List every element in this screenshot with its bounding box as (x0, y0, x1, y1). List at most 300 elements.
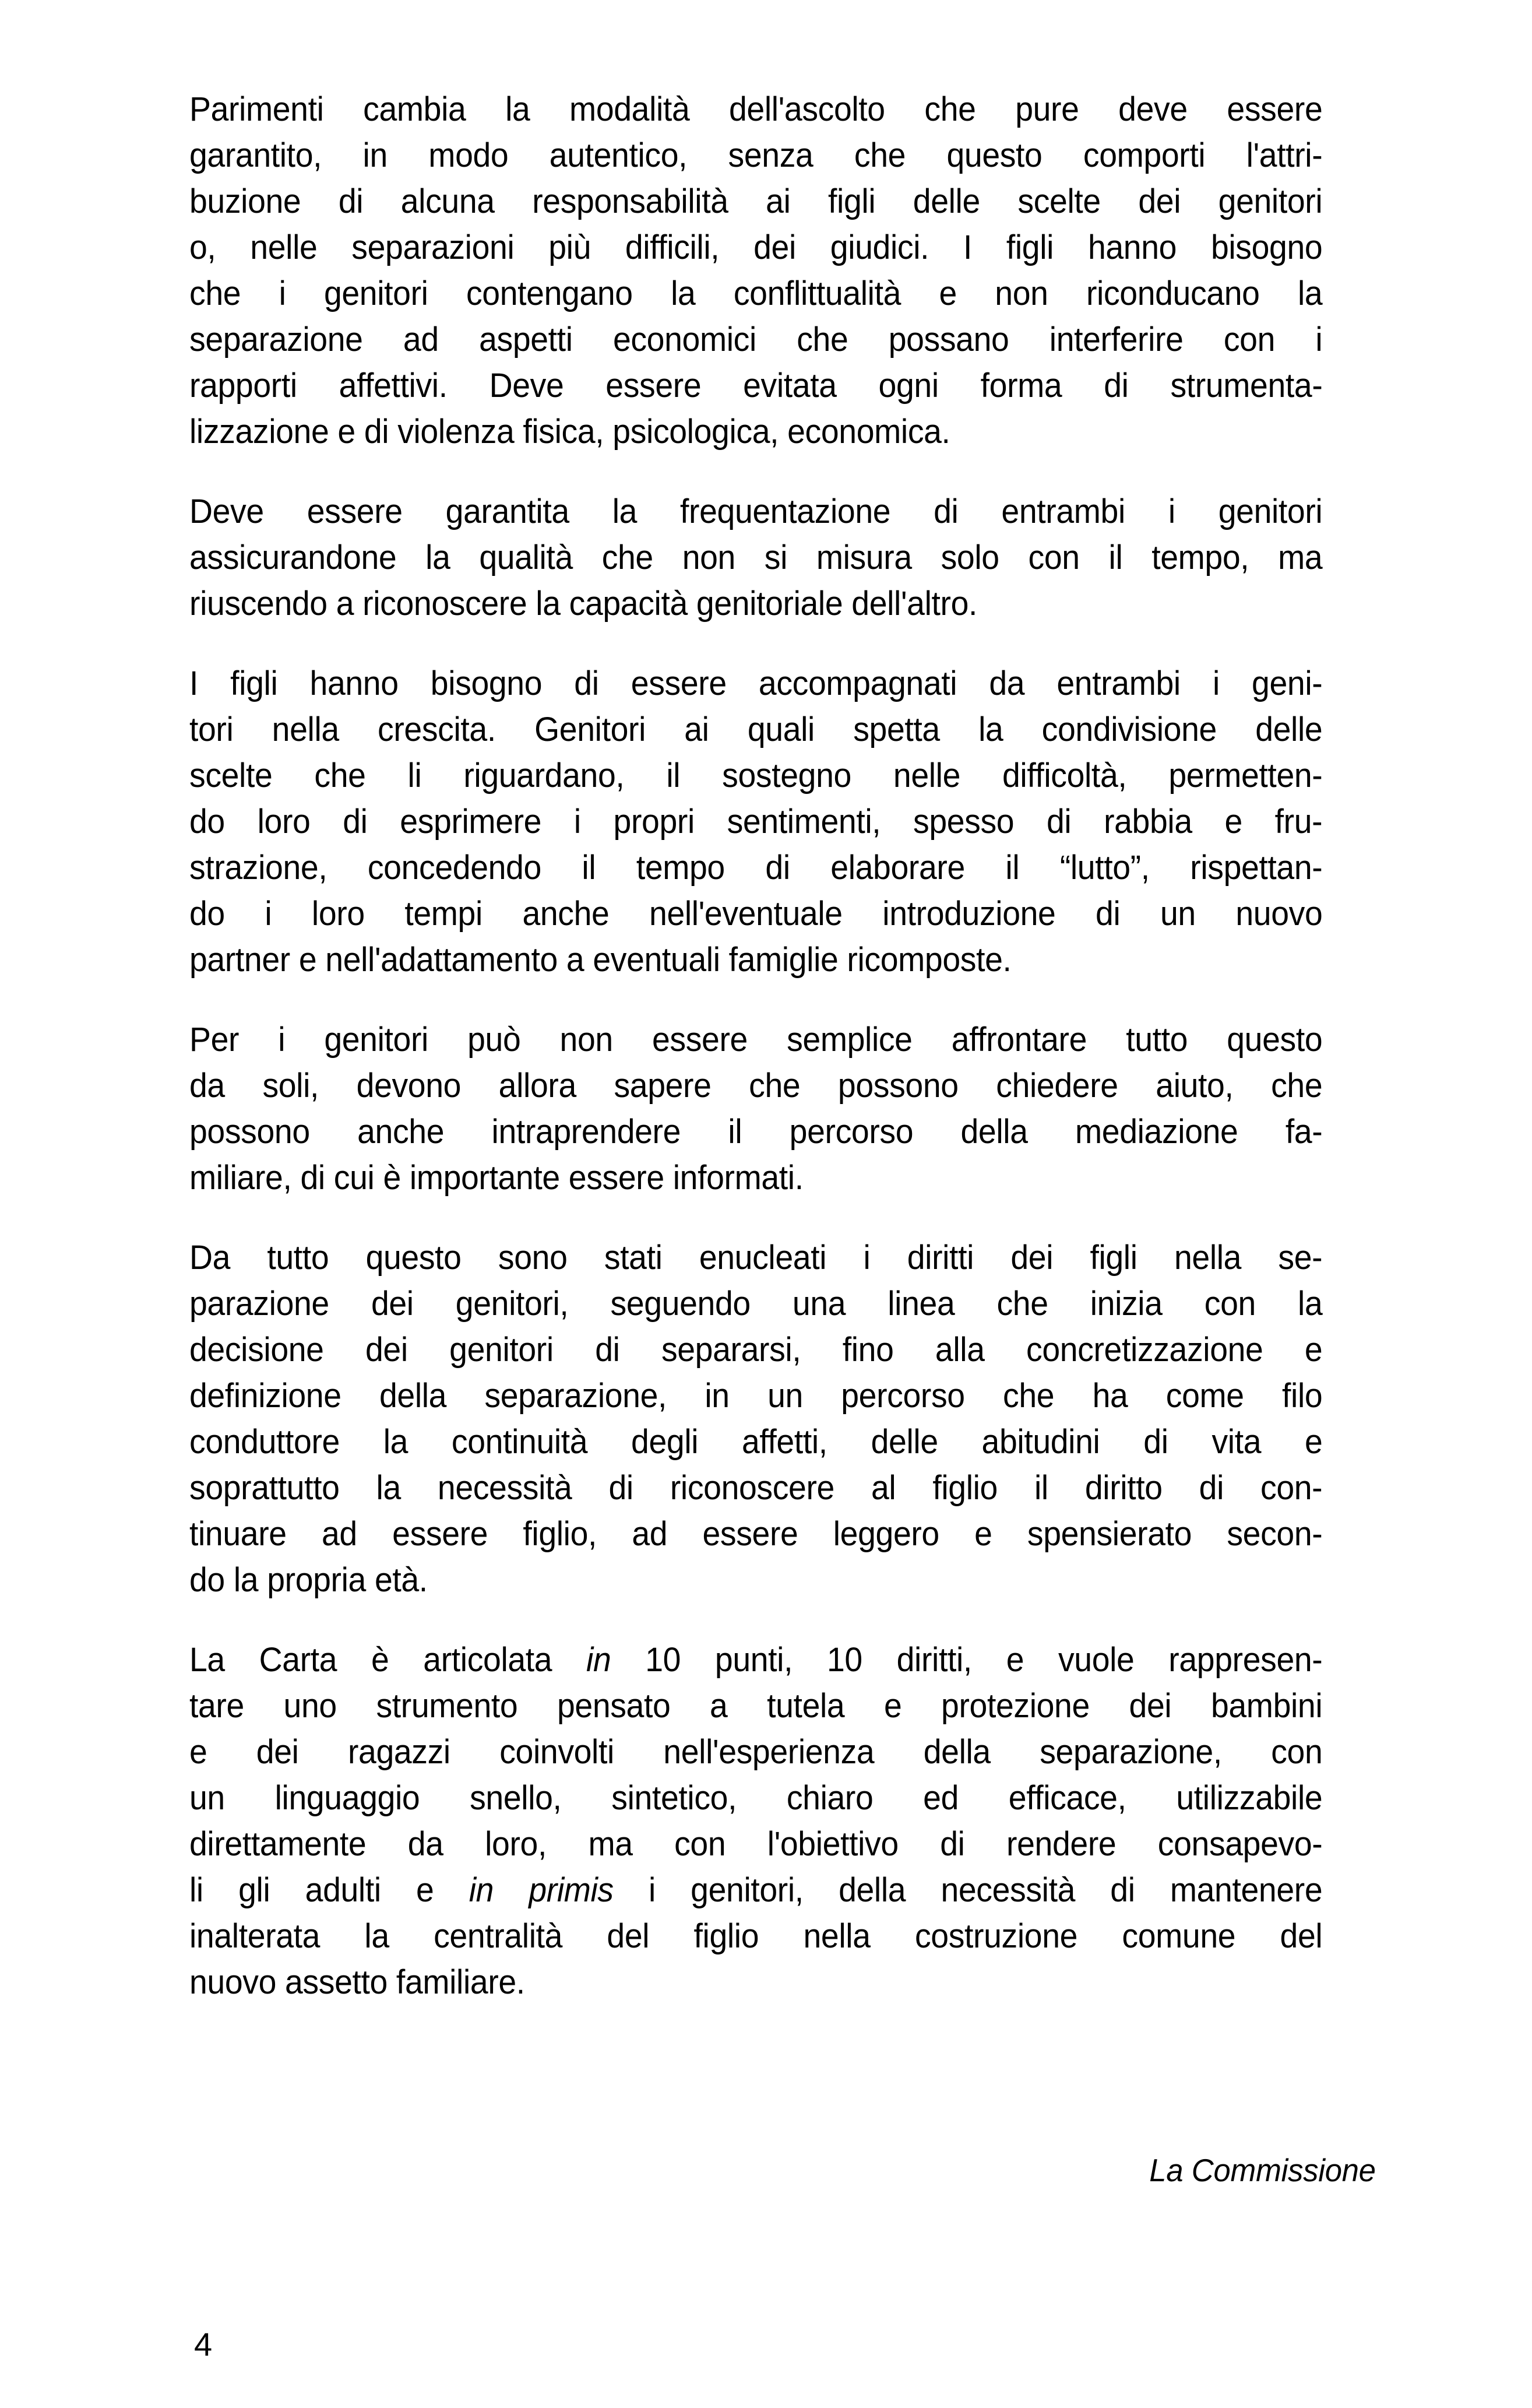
text-word: chiedere (996, 1067, 1118, 1105)
text-word: tempo, (1151, 539, 1249, 576)
text-word: spetta (853, 711, 940, 748)
text-word: ragazzi (347, 1733, 450, 1771)
text-line (189, 224, 1322, 270)
text-word: Deve (189, 493, 264, 530)
text-word: dei (371, 1285, 414, 1323)
text-word: un (189, 1779, 225, 1817)
text-line (189, 1913, 1322, 1959)
text-word: scelte (189, 757, 273, 795)
text-word: nell'esperienza (663, 1733, 875, 1771)
text-word: separazione, (484, 1377, 667, 1415)
text-word: articolata (423, 1641, 552, 1679)
text-word: e (974, 1515, 992, 1553)
text-word: senza (728, 136, 813, 174)
text-word: separazione (189, 321, 363, 358)
text-line (189, 706, 1322, 753)
text-word: snello, (470, 1779, 562, 1817)
text-word: la (505, 90, 530, 128)
text-word: figlio, (523, 1515, 597, 1553)
text-word: da (407, 1825, 443, 1863)
text-word: delle (871, 1423, 938, 1461)
text-word: quali (747, 711, 815, 748)
body-paragraph (189, 660, 1376, 983)
text-line: lizzazione e di violenza fisica, psicologica, economica. (189, 413, 950, 451)
text-word: al (871, 1469, 896, 1507)
text-line (189, 1017, 1322, 1063)
text-word: aiuto, (1156, 1067, 1234, 1105)
text-word: con- (1260, 1469, 1323, 1507)
text-word: di (595, 1331, 620, 1369)
page-number: 4 (194, 2326, 213, 2363)
text-word: alla (935, 1331, 985, 1369)
text-word: e (416, 1871, 434, 1909)
text-line (189, 1063, 1322, 1109)
text-word: gli (238, 1871, 270, 1909)
text-word: Da (189, 1239, 231, 1277)
text-word: diritti (907, 1239, 974, 1277)
text-word: ai (684, 711, 709, 748)
text-word: strazione, (189, 849, 327, 887)
text-word: che (749, 1067, 801, 1105)
text-word: e (1304, 1423, 1323, 1461)
text-word: nella (272, 711, 339, 748)
text-word: evitata (743, 367, 837, 405)
text-word: essere (307, 493, 403, 530)
text-word: se- (1278, 1239, 1323, 1277)
text-word: questo (365, 1239, 462, 1277)
text-word: adulti (305, 1871, 381, 1909)
text-word: più (548, 229, 591, 266)
text-word: che (1003, 1377, 1055, 1415)
text-word: con (1223, 321, 1276, 358)
text-line (189, 363, 1322, 409)
text-word: degli (631, 1423, 699, 1461)
text-word: da (989, 665, 1025, 702)
text-line (189, 1235, 1322, 1281)
text-word: vita (1211, 1423, 1262, 1461)
text-word: con (1028, 539, 1080, 576)
body-paragraph (189, 86, 1376, 455)
text-word: possono (189, 1113, 310, 1151)
text-word: si (764, 539, 788, 576)
text-word: hanno (309, 665, 399, 702)
text-word: nella (803, 1917, 871, 1955)
text-word: di (1096, 895, 1121, 933)
text-word: e (1006, 1641, 1024, 1679)
text-word: la (425, 539, 450, 576)
text-word: “lutto”, (1059, 849, 1150, 887)
text-word: genitori, (455, 1285, 569, 1323)
text-word: essere (605, 367, 702, 405)
text-line (189, 317, 1322, 363)
text-word: enucleati (699, 1239, 827, 1277)
text-line (189, 799, 1322, 845)
body-paragraph (189, 488, 1376, 627)
text-word: fa- (1285, 1113, 1323, 1151)
text-word: rappresen- (1168, 1641, 1323, 1679)
text-word: La (189, 1641, 225, 1679)
text-word: vuole (1058, 1641, 1135, 1679)
text-word (586, 1637, 611, 1683)
text-word: percorso (841, 1377, 965, 1415)
text-word: a (710, 1687, 728, 1725)
text-word: ogni (878, 367, 939, 405)
text-word: di (1110, 1871, 1135, 1909)
text-word: affettivi. (339, 367, 448, 405)
text-word: coinvolti (499, 1733, 614, 1771)
text-word: direttamente (189, 1825, 367, 1863)
text-word: o, (189, 229, 216, 266)
text-line (189, 1419, 1322, 1465)
text-word: crescita. (378, 711, 496, 748)
text-word: essere (651, 1021, 748, 1059)
text-word: forma (980, 367, 1062, 405)
text-word: tutto (267, 1239, 329, 1277)
text-line (189, 1729, 1322, 1775)
text-word: la (364, 1917, 389, 1955)
text-word: chiaro (786, 1779, 874, 1817)
text-line (189, 1637, 1322, 1683)
text-word: loro, (485, 1825, 547, 1863)
text-line (189, 1867, 1322, 1913)
text-word: essere (392, 1515, 488, 1553)
text-word: affetti, (741, 1423, 827, 1461)
text-word: solo (941, 539, 999, 576)
text-word: nelle (893, 757, 961, 795)
text-word: tinuare (189, 1515, 287, 1553)
text-line (189, 1373, 1322, 1419)
text-word: possono (837, 1067, 959, 1105)
text-line (189, 178, 1322, 224)
text-line (189, 488, 1322, 535)
text-word: che (924, 90, 976, 128)
text-word: tori (189, 711, 234, 748)
text-word: questo (946, 136, 1043, 174)
text-word: propri (613, 803, 695, 841)
body-paragraph (189, 1637, 1376, 2005)
text-word: il (1034, 1469, 1048, 1507)
text-line (189, 1327, 1322, 1373)
text-word: dei (753, 229, 796, 266)
text-line (189, 1821, 1322, 1867)
text-word: di (343, 803, 368, 841)
text-word: di (1199, 1469, 1224, 1507)
text-word: i (863, 1239, 871, 1277)
text-word: la (376, 1469, 401, 1507)
text-word: l'attri- (1246, 136, 1323, 174)
text-word: può (467, 1021, 521, 1059)
text-word: leggero (833, 1515, 939, 1553)
text-line (189, 1109, 1322, 1155)
text-word: cambia (363, 90, 466, 128)
text-word: loro (257, 803, 311, 841)
text-word: separarsi, (661, 1331, 801, 1369)
text-word: sono (498, 1239, 568, 1277)
text-word: genitori (323, 275, 428, 312)
text-word: introduzione (882, 895, 1056, 933)
text-word: comune (1122, 1917, 1236, 1955)
text-word: tempi (404, 895, 483, 933)
text-word: intraprendere (491, 1113, 681, 1151)
text-word: i (279, 275, 286, 312)
body-paragraph (189, 1235, 1376, 1603)
text-line (189, 1281, 1322, 1327)
text-word: difficoltà, (1002, 757, 1127, 795)
text-word: utilizzabile (1176, 1779, 1323, 1817)
text-word: la (612, 493, 638, 530)
text-word: condivisione (1041, 711, 1217, 748)
text-word: che (996, 1285, 1048, 1323)
text-word: tutela (767, 1687, 845, 1725)
text-word: la (1297, 275, 1323, 312)
text-line: partner e nell'adattamento a eventuali famiglie ricomposte. (189, 941, 1012, 979)
text-word: che (854, 136, 906, 174)
text-word: diritti, (896, 1641, 972, 1679)
text-word: geni- (1252, 665, 1323, 702)
text-word: bisogno (1210, 229, 1323, 266)
text-word: necessità (941, 1871, 1076, 1909)
text-word: e (1304, 1331, 1323, 1369)
text-word: ed (923, 1779, 959, 1817)
text-word: dei (256, 1733, 299, 1771)
text-word: riconoscere (670, 1469, 834, 1507)
text-line: nuovo assetto familiare. (189, 1963, 525, 2001)
text-word: che (314, 757, 366, 795)
text-word: di (765, 849, 790, 887)
text-word: genitori (449, 1331, 554, 1369)
text-line (189, 86, 1322, 132)
text-line (189, 1683, 1322, 1729)
text-word: con (674, 1825, 726, 1863)
text-word: sentimenti, (727, 803, 881, 841)
text-word: rendere (1006, 1825, 1117, 1863)
text-word: 10 (826, 1641, 862, 1679)
text-word: anche (522, 895, 610, 933)
text-word: sapere (614, 1067, 712, 1105)
text-word: punti, (714, 1641, 793, 1679)
text-word: abitudini (981, 1423, 1100, 1461)
text-word: ma (588, 1825, 633, 1863)
text-word: essere (631, 665, 727, 702)
text-word: nelle (250, 229, 318, 266)
text-word: Parimenti (189, 90, 324, 128)
text-word: I (189, 665, 199, 702)
text-word: li (189, 1871, 203, 1909)
text-line (189, 845, 1322, 891)
text-line (189, 132, 1322, 178)
text-word: inalterata (189, 1917, 321, 1955)
text-word: non (682, 539, 735, 576)
text-word: comporti (1083, 136, 1206, 174)
text-word: entrambi (1056, 665, 1181, 702)
text-word: spensierato (1027, 1515, 1192, 1553)
text-word: nella (1174, 1239, 1242, 1277)
text-word: secon- (1227, 1515, 1323, 1553)
text-word: delle (1255, 711, 1323, 748)
text-word: in (705, 1377, 730, 1415)
text-word: della (839, 1871, 906, 1909)
text-word: con (1204, 1285, 1256, 1323)
text-word: modalità (569, 90, 690, 128)
text-word: pure (1015, 90, 1079, 128)
text-word: interferire (1049, 321, 1184, 358)
text-word: strumenta- (1170, 367, 1323, 405)
text-line (189, 270, 1322, 317)
text-word: uno (283, 1687, 337, 1725)
italic-phrase: in (586, 1641, 611, 1679)
text-word: tutto (1126, 1021, 1188, 1059)
text-word: i (265, 895, 272, 933)
text-word: della (379, 1377, 447, 1415)
text-word: da (189, 1067, 225, 1105)
text-word: mediazione (1075, 1113, 1238, 1151)
text-word: che (601, 539, 653, 576)
text-word: bisogno (430, 665, 543, 702)
text-word: allora (498, 1067, 576, 1105)
text-word: Per (189, 1021, 240, 1059)
text-word: fino (842, 1331, 894, 1369)
text-word: entrambi (1001, 493, 1125, 530)
text-line: riuscendo a riconoscere la capacità genitoriale dell'altro. (189, 585, 978, 623)
text-word: i (573, 803, 581, 841)
text-word: è (371, 1641, 389, 1679)
text-word: i (1315, 321, 1323, 358)
text-word: ad (632, 1515, 668, 1553)
text-word: Carta (259, 1641, 337, 1679)
text-word: conduttore (189, 1423, 340, 1461)
text-word (469, 1867, 494, 1913)
text-word: i (278, 1021, 286, 1059)
text-word: strumento (376, 1687, 518, 1725)
text-word: sostegno (722, 757, 851, 795)
text-word: figli (1090, 1239, 1137, 1277)
text-word: essere (1227, 90, 1323, 128)
text-word: soprattutto (189, 1469, 340, 1507)
text-line (189, 535, 1322, 581)
text-word: genitori (1218, 182, 1323, 220)
text-word: do (189, 803, 225, 841)
text-word: fru- (1274, 803, 1323, 841)
text-line: miliare, di cui è importante essere informati. (189, 1159, 804, 1197)
text-word: l'obiettivo (767, 1825, 899, 1863)
text-word: accompagnati (758, 665, 957, 702)
text-word: concretizzazione (1026, 1331, 1263, 1369)
text-word: non (559, 1021, 613, 1059)
text-word: definizione (189, 1377, 341, 1415)
text-word: la (978, 711, 1003, 748)
text-word: hanno (1087, 229, 1177, 266)
text-word: che (797, 321, 848, 358)
text-word: economici (612, 321, 756, 358)
text-word: i (1168, 493, 1175, 530)
text-word: responsabilità (532, 182, 728, 220)
text-word: loro (311, 895, 365, 933)
text-word: di (934, 493, 959, 530)
text-word: buzione (189, 182, 301, 220)
text-word: misura (816, 539, 912, 576)
text-word: riconducano (1086, 275, 1260, 312)
text-word: protezione (941, 1687, 1090, 1725)
text-word: linguaggio (274, 1779, 420, 1817)
text-word: di (940, 1825, 965, 1863)
signature-block (189, 2150, 1376, 2191)
text-word: mantenere (1170, 1871, 1323, 1909)
text-word: conflittualità (733, 275, 901, 312)
text-word: frequentazione (680, 493, 891, 530)
text-word: il (1108, 539, 1123, 576)
text-word: di (1104, 367, 1129, 405)
text-word: seguendo (610, 1285, 751, 1323)
text-word: diritto (1084, 1469, 1163, 1507)
text-word: consapevo- (1157, 1825, 1323, 1863)
text-word: ad (403, 321, 439, 358)
text-word: percorso (789, 1113, 914, 1151)
text-word: modo (428, 136, 509, 174)
text-line (189, 1775, 1322, 1821)
text-word: dei (1010, 1239, 1054, 1277)
text-word: di (574, 665, 599, 702)
text-word: semplice (787, 1021, 913, 1059)
text-word: i (1212, 665, 1220, 702)
text-word: ha (1092, 1377, 1128, 1415)
text-word: nuovo (1235, 895, 1323, 933)
text-word: genitori, (691, 1871, 804, 1909)
text-word: un (767, 1377, 803, 1415)
text-word: sintetico, (611, 1779, 737, 1817)
text-word: genitori (1218, 493, 1323, 530)
text-word: il (1005, 849, 1020, 887)
text-word: rapporti (189, 367, 297, 405)
text-word: dei (365, 1331, 408, 1369)
text-word: I (963, 229, 973, 266)
text-word: garantita (445, 493, 569, 530)
text-word: costruzione (914, 1917, 1078, 1955)
italic-phrase: primis (529, 1871, 614, 1909)
text-word: tare (189, 1687, 244, 1725)
text-word: autentico, (549, 136, 688, 174)
text-word: con (1271, 1733, 1323, 1771)
text-word: parazione (189, 1285, 329, 1323)
text-word: genitori (324, 1021, 428, 1059)
text-word: e (883, 1687, 902, 1725)
text-word: devono (356, 1067, 462, 1105)
text-word: aspetti (479, 321, 573, 358)
text-word: il (728, 1113, 742, 1151)
text-word: e (939, 275, 957, 312)
text-word: figli (1006, 229, 1054, 266)
text-word: rispettan- (1190, 849, 1323, 887)
text-word (529, 1867, 613, 1913)
text-word: dei (1138, 182, 1181, 220)
text-word: ad (321, 1515, 357, 1553)
text-word: possano (888, 321, 1009, 358)
text-word: qualità (479, 539, 573, 576)
text-word: che (189, 275, 241, 312)
text-word: stati (604, 1239, 663, 1277)
signature-text: La Commissione (1149, 2152, 1376, 2188)
text-word: il (666, 757, 681, 795)
text-word: continuità (451, 1423, 588, 1461)
text-word: affrontare (951, 1021, 1087, 1059)
text-word: di (1046, 803, 1072, 841)
text-word: filo (1282, 1377, 1323, 1415)
text-word: una (792, 1285, 846, 1323)
text-word: figlio (932, 1469, 998, 1507)
text-word: dell'ascolto (729, 90, 885, 128)
text-word: tempo (636, 849, 725, 887)
text-word: e (1224, 803, 1242, 841)
text-word: giudici. (830, 229, 929, 266)
